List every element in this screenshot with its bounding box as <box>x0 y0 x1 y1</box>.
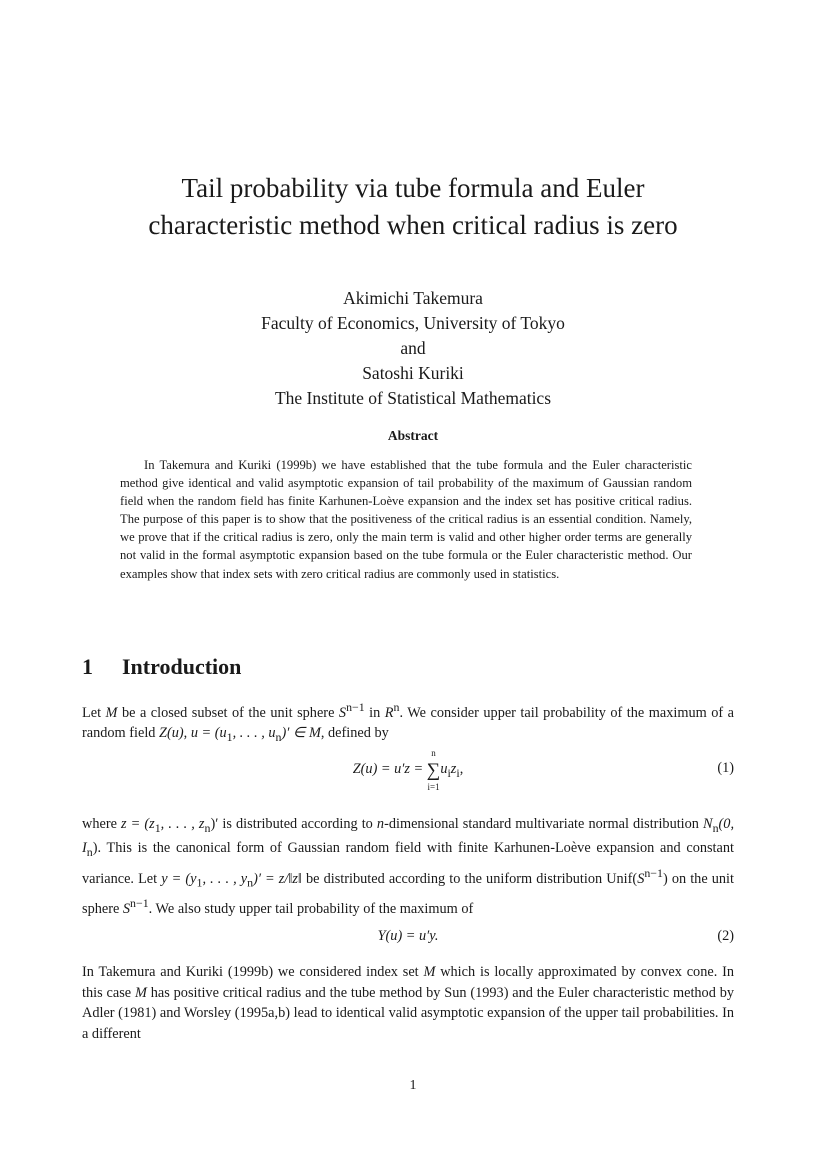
page-number: 1 <box>409 1078 417 1093</box>
equation-1-number: (1) <box>717 760 734 776</box>
title-line-1: Tail probability via tube formula and Euler <box>181 173 645 203</box>
summation-sign: ∑ n i=1 <box>426 748 441 792</box>
equation-2-number: (2) <box>717 928 734 944</box>
author-conjunction: and <box>400 338 426 358</box>
paragraph-1: Let M be a closed subset of the unit sphere $S^{n-1}$ in $R^n$. We consider upper tail probability of the maximum of a random field Z(u), $u = (u_1$, . . . , $u_n)'$ ∈ M, defined by <box>82 700 734 745</box>
section-heading <box>82 654 241 680</box>
abstract-text: In Takemura and Kuriki (1999b) we have established that the tube formula and the Euler characteristic method give identical and valid asymptotic expansion of tail probability of the maximum of Gaussian random field when the random field has finite Karhunen-Loève expansion and the index set has positive critical radius. The purpose of this paper is to show that the positiveness of the critical radius is an essential condition. Namely, we prove that if the critical radius is zero, only the main term is valid and other higher order terms are generally not valid in the formal asymptotic expansion based on the tube formula or the Euler characteristic method. Our examples show that index sets with zero critical radius are commonly used in statistics. <box>120 458 692 581</box>
author-name-1: Akimichi Takemura <box>343 288 483 308</box>
section-title: Introduction <box>122 654 242 679</box>
abstract-heading: Abstract <box>387 428 439 443</box>
equation-1-body: Z(u) = u′z = ∑ n i=1 $u_iz_i$, <box>352 748 464 792</box>
title-line-2: characteristic method when critical radius is zero <box>148 210 678 240</box>
paper-title <box>80 170 746 244</box>
paragraph-3: In Takemura and Kuriki (1999b) we considered index set M which is locally approximated by convex cone. In this case M has positive critical radius and the tube method by Sun (1993) and the Euler characteristic method by Adler (1981) and Worsley (1995a,b) lead to identical valid asymptotic expansion of the upper tail probabilities. In a different <box>82 964 735 1042</box>
author-name-2: Satoshi Kuriki <box>362 363 464 383</box>
author-affiliation-1: Faculty of Economics, University of Tokyo <box>261 313 565 333</box>
author-affiliation-2: The Institute of Statistical Mathematics <box>274 388 552 408</box>
paragraph-2: where $z = (z_1$, . . . , $z_n)'$ is distributed according to n-dimensional standard multivariate normal distribution $N_n(0$, $I_n$). This is the canonical form of Gaussian random field with finite Karhunen-Loève expansion and constant variance. Let $y = (y_1$, . . . , $y_n)'$ = z/‖z‖ be distributed according to the uniform distribution $Unif(S^{n-1})$ on the unit sphere $S^{n-1}$. We also study upper tail probability of the maximum of <box>82 816 735 917</box>
author-block <box>80 286 746 411</box>
section-number: 1 <box>82 654 93 679</box>
equation-2-body: Y(u) = u′y. <box>377 928 439 944</box>
